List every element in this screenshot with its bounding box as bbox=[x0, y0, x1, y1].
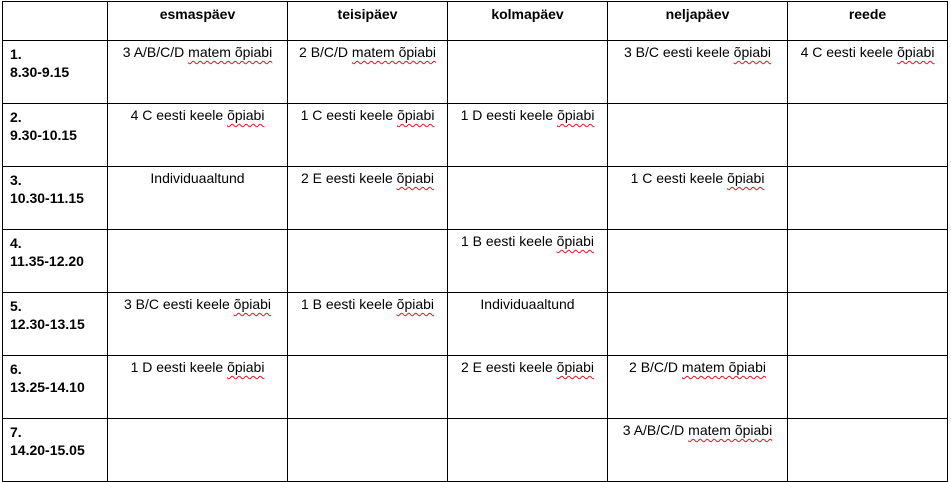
lesson-number: 3. bbox=[10, 172, 22, 188]
schedule-cell-monday bbox=[108, 419, 288, 482]
lesson-text-spellcheck: õpiabi bbox=[233, 296, 272, 312]
schedule-cell-friday bbox=[788, 230, 948, 293]
schedule-cell-tuesday bbox=[288, 419, 448, 482]
lesson-time-cell bbox=[3, 104, 108, 167]
schedule-cell-wednesday bbox=[448, 230, 608, 293]
schedule-cell-thursday bbox=[608, 293, 788, 356]
lesson-text-spellcheck: matem õpiabi bbox=[688, 422, 773, 438]
schedule-cell-friday bbox=[788, 167, 948, 230]
lesson-text: 3 A/B/C/D bbox=[122, 44, 189, 60]
schedule-cell-monday bbox=[108, 104, 288, 167]
lesson-time-cell bbox=[3, 41, 108, 104]
lesson-text: 1 B eesti keele bbox=[460, 233, 557, 249]
header-row bbox=[3, 2, 948, 41]
schedule-cell-wednesday bbox=[448, 41, 608, 104]
lesson-number: 7. bbox=[10, 424, 22, 440]
lesson-text: 1 C eesti keele bbox=[300, 107, 398, 123]
schedule-cell-tuesday bbox=[288, 104, 448, 167]
header-day-tuesday: teisipäev bbox=[288, 2, 448, 41]
schedule-cell-friday bbox=[788, 293, 948, 356]
schedule-cell-thursday bbox=[608, 230, 788, 293]
lesson-time: 9.30-10.15 bbox=[10, 127, 77, 143]
lesson-number: 1. bbox=[10, 46, 22, 62]
schedule-cell-monday bbox=[108, 41, 288, 104]
lesson-row bbox=[3, 104, 948, 167]
lesson-text-spellcheck: õpiabi bbox=[396, 170, 435, 186]
schedule-cell-wednesday bbox=[448, 104, 608, 167]
lesson-row bbox=[3, 230, 948, 293]
schedule-cell-monday bbox=[108, 293, 288, 356]
lesson-time: 8.30-9.15 bbox=[10, 64, 70, 80]
lesson-time: 12.30-13.15 bbox=[10, 316, 85, 332]
schedule-cell-friday bbox=[788, 41, 948, 104]
lesson-text: 1 C eesti keele bbox=[630, 170, 728, 186]
lesson-time-cell bbox=[3, 293, 108, 356]
schedule-cell-thursday bbox=[608, 104, 788, 167]
lesson-text: 4 C eesti keele bbox=[800, 44, 898, 60]
lesson-text-spellcheck: matem õpiabi bbox=[681, 359, 766, 375]
schedule-cell-tuesday bbox=[288, 356, 448, 419]
schedule-cell-tuesday bbox=[288, 293, 448, 356]
header-corner-cell bbox=[3, 2, 108, 41]
lesson-text-spellcheck: õpiabi bbox=[727, 170, 765, 186]
lesson-row bbox=[3, 419, 948, 482]
schedule-cell-thursday bbox=[608, 167, 788, 230]
lesson-text-spellcheck: õpiabi bbox=[733, 44, 772, 60]
schedule-cell-friday bbox=[788, 104, 948, 167]
lesson-text-spellcheck: õpiabi bbox=[396, 296, 435, 312]
schedule-cell-wednesday bbox=[448, 356, 608, 419]
lesson-time-cell bbox=[3, 419, 108, 482]
lesson-row bbox=[3, 167, 948, 230]
lesson-row bbox=[3, 293, 948, 356]
schedule-cell-tuesday bbox=[288, 41, 448, 104]
schedule-table bbox=[2, 1, 948, 482]
lesson-text: Individuaaltund bbox=[480, 296, 575, 312]
lesson-text: 2 E eesti keele bbox=[300, 170, 397, 186]
lesson-row bbox=[3, 356, 948, 419]
schedule-cell-wednesday bbox=[448, 419, 608, 482]
lesson-time: 11.35-12.20 bbox=[10, 253, 84, 269]
schedule-cell-wednesday bbox=[448, 293, 608, 356]
schedule-cell-friday bbox=[788, 419, 948, 482]
lesson-text-spellcheck: õpiabi bbox=[227, 107, 265, 123]
header-day-friday: reede bbox=[788, 2, 948, 41]
schedule-cell-thursday bbox=[608, 41, 788, 104]
lesson-text: Individuaaltund bbox=[150, 170, 245, 186]
lesson-text: 2 E eesti keele bbox=[460, 359, 557, 375]
lesson-text-spellcheck: õpiabi bbox=[397, 107, 435, 123]
lesson-number: 5. bbox=[10, 298, 22, 314]
lesson-number: 2. bbox=[10, 109, 22, 125]
lesson-text: 1 D eesti keele bbox=[460, 107, 558, 123]
lesson-text: 3 B/C eesti keele bbox=[123, 296, 234, 312]
lesson-number: 6. bbox=[10, 361, 22, 377]
lesson-text: 1 D eesti keele bbox=[130, 359, 228, 375]
schedule-cell-tuesday bbox=[288, 167, 448, 230]
header-day-wednesday: kolmapäev bbox=[448, 2, 608, 41]
lesson-text-spellcheck: õpiabi bbox=[897, 44, 935, 60]
lesson-text-spellcheck: õpiabi bbox=[227, 359, 265, 375]
schedule-cell-wednesday bbox=[448, 167, 608, 230]
lesson-text: 2 B/C/D bbox=[629, 359, 682, 375]
lesson-time: 14.20-15.05 bbox=[10, 442, 85, 458]
schedule-cell-friday bbox=[788, 356, 948, 419]
lesson-time: 13.25-14.10 bbox=[10, 379, 85, 395]
lesson-time: 10.30-11.15 bbox=[10, 190, 84, 206]
lesson-text-spellcheck: õpiabi bbox=[557, 107, 595, 123]
lesson-text: 4 C eesti keele bbox=[130, 107, 228, 123]
schedule-cell-thursday bbox=[608, 419, 788, 482]
lesson-text: 1 B eesti keele bbox=[300, 296, 397, 312]
lesson-row bbox=[3, 41, 948, 104]
lesson-text-spellcheck: matem õpiabi bbox=[188, 44, 273, 60]
lesson-text: 2 B/C/D bbox=[299, 44, 352, 60]
lesson-text-spellcheck: matem õpiabi bbox=[351, 44, 436, 60]
lesson-text-spellcheck: õpiabi bbox=[556, 233, 595, 249]
lesson-text-spellcheck: õpiabi bbox=[556, 359, 595, 375]
lesson-time-cell bbox=[3, 167, 108, 230]
lesson-text: 3 A/B/C/D bbox=[622, 422, 689, 438]
schedule-cell-monday bbox=[108, 167, 288, 230]
lesson-time-cell bbox=[3, 356, 108, 419]
lesson-text: 3 B/C eesti keele bbox=[623, 44, 734, 60]
lesson-time-cell bbox=[3, 230, 108, 293]
header-day-thursday: neljapäev bbox=[608, 2, 788, 41]
header-day-monday: esmaspäev bbox=[108, 2, 288, 41]
lesson-number: 4. bbox=[10, 235, 22, 251]
schedule-cell-thursday bbox=[608, 356, 788, 419]
schedule-cell-monday bbox=[108, 230, 288, 293]
schedule-cell-monday bbox=[108, 356, 288, 419]
schedule-cell-tuesday bbox=[288, 230, 448, 293]
